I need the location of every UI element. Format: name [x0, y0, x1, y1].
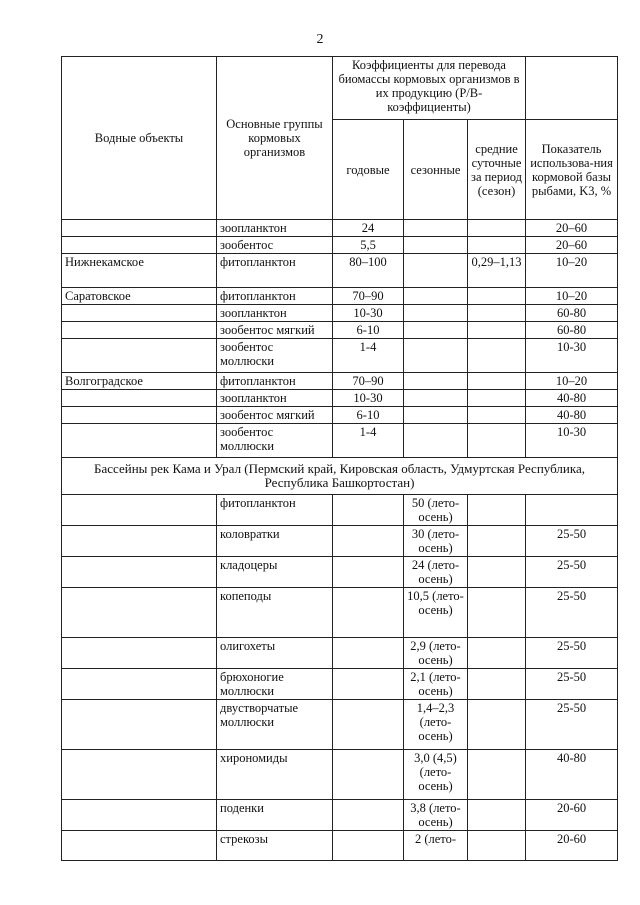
feed-group-cell: зоопланктон: [217, 305, 333, 322]
daily-cell: [468, 588, 526, 638]
water-object-cell: [62, 638, 217, 669]
feed-group-cell: копеподы: [217, 588, 333, 638]
usage-cell: 60-80: [526, 322, 618, 339]
water-object-cell: [62, 339, 217, 373]
daily-cell: [468, 495, 526, 526]
feed-group-cell: зоопланктон: [217, 390, 333, 407]
water-object-cell: [62, 669, 217, 700]
annual-cell: 1-4: [333, 424, 404, 458]
header-usage: Показатель использова-ния кормовой базы рыбами, K3, %: [526, 120, 618, 220]
water-object-cell: [62, 322, 217, 339]
seasonal-cell: [404, 322, 468, 339]
feed-group-cell: кладоцеры: [217, 557, 333, 588]
feed-group-cell: зообентос: [217, 237, 333, 254]
usage-cell: 25-50: [526, 526, 618, 557]
seasonal-cell: 1,4–2,3 (лето-осень): [404, 700, 468, 750]
table-row: [62, 424, 618, 458]
feed-group-cell: хирономиды: [217, 750, 333, 800]
table-row: [62, 800, 618, 831]
header-seasonal: сезонные: [404, 120, 468, 220]
feed-group-cell: брюхоногие моллюски: [217, 669, 333, 700]
daily-cell: [468, 831, 526, 861]
usage-cell: 25-50: [526, 588, 618, 638]
daily-cell: [468, 424, 526, 458]
water-object-cell: [62, 390, 217, 407]
water-object-cell: [62, 305, 217, 322]
water-object-cell: [62, 588, 217, 638]
water-object-cell: [62, 424, 217, 458]
header-daily: средние суточные за период (сезон): [468, 120, 526, 220]
header-row-1: [62, 57, 618, 120]
table-row: [62, 669, 618, 700]
annual-cell: [333, 638, 404, 669]
table-row: [62, 407, 618, 424]
table-row: [62, 831, 618, 861]
seasonal-cell: 10,5 (лето-осень): [404, 588, 468, 638]
feed-group-cell: фитопланктон: [217, 373, 333, 390]
usage-cell: 25-50: [526, 557, 618, 588]
table-row: [62, 288, 618, 305]
annual-cell: 70–90: [333, 373, 404, 390]
seasonal-cell: 3,0 (4,5) (лето-осень): [404, 750, 468, 800]
seasonal-cell: [404, 305, 468, 322]
table-row: [62, 700, 618, 750]
annual-cell: 10-30: [333, 305, 404, 322]
table-row: [62, 237, 618, 254]
daily-cell: [468, 390, 526, 407]
annual-cell: 6-10: [333, 407, 404, 424]
usage-cell: 20-60: [526, 800, 618, 831]
table-row: [62, 390, 618, 407]
usage-cell: 20-60: [526, 831, 618, 861]
header-water-objects: Водные объекты: [62, 57, 217, 220]
page-number: 2: [316, 32, 324, 47]
table-row: [62, 495, 618, 526]
daily-cell: [468, 669, 526, 700]
annual-cell: 5,5: [333, 237, 404, 254]
annual-cell: [333, 800, 404, 831]
feed-group-cell: олигохеты: [217, 638, 333, 669]
annual-cell: 24: [333, 220, 404, 237]
daily-cell: [468, 305, 526, 322]
feed-group-cell: зообентос мягкий: [217, 322, 333, 339]
seasonal-cell: 2,9 (лето-осень): [404, 638, 468, 669]
annual-cell: 70–90: [333, 288, 404, 305]
seasonal-cell: [404, 407, 468, 424]
daily-cell: [468, 526, 526, 557]
section-title: Бассейны рек Кама и Урал (Пермский край, Кировская область, Удмуртская Республика, Республика Башкортостан): [62, 458, 618, 495]
annual-cell: [333, 557, 404, 588]
daily-cell: [468, 373, 526, 390]
annual-cell: 1-4: [333, 339, 404, 373]
usage-cell: 25-50: [526, 700, 618, 750]
usage-cell: 20–60: [526, 220, 618, 237]
annual-cell: 80–100: [333, 254, 404, 288]
annual-cell: [333, 831, 404, 861]
feed-group-cell: фитопланктон: [217, 254, 333, 288]
daily-cell: [468, 220, 526, 237]
seasonal-cell: [404, 424, 468, 458]
table-row: [62, 750, 618, 800]
usage-cell: 10–20: [526, 288, 618, 305]
annual-cell: [333, 669, 404, 700]
section-row: [62, 458, 618, 495]
daily-cell: [468, 557, 526, 588]
water-object-cell: [62, 831, 217, 861]
table-row: [62, 322, 618, 339]
table-row: [62, 557, 618, 588]
annual-cell: [333, 700, 404, 750]
usage-cell: 10–20: [526, 254, 618, 288]
seasonal-cell: 2,1 (лето-осень): [404, 669, 468, 700]
table-row: [62, 220, 618, 237]
water-object-cell: [62, 526, 217, 557]
water-object-cell: [62, 557, 217, 588]
seasonal-cell: [404, 390, 468, 407]
header-annual: годовые: [333, 120, 404, 220]
daily-cell: [468, 288, 526, 305]
usage-cell: [526, 495, 618, 526]
seasonal-cell: [404, 237, 468, 254]
daily-cell: [468, 700, 526, 750]
usage-cell: 10–20: [526, 373, 618, 390]
table-row: [62, 638, 618, 669]
table-row: [62, 526, 618, 557]
upper-rows: [62, 220, 618, 458]
seasonal-cell: 50 (лето-осень): [404, 495, 468, 526]
seasonal-cell: [404, 220, 468, 237]
daily-cell: [468, 339, 526, 373]
water-object-cell: Саратовское: [62, 288, 217, 305]
water-object-cell: [62, 800, 217, 831]
usage-cell: 25-50: [526, 638, 618, 669]
usage-cell: 25-50: [526, 669, 618, 700]
daily-cell: [468, 237, 526, 254]
water-object-cell: [62, 220, 217, 237]
water-object-cell: Нижнекамское: [62, 254, 217, 288]
header-usage-top: [526, 57, 618, 120]
feed-group-cell: стрекозы: [217, 831, 333, 861]
water-object-cell: Волгоградское: [62, 373, 217, 390]
feed-group-cell: зообентос моллюски: [217, 339, 333, 373]
water-object-cell: [62, 750, 217, 800]
seasonal-cell: [404, 254, 468, 288]
usage-cell: 60-80: [526, 305, 618, 322]
seasonal-cell: 3,8 (лето-осень): [404, 800, 468, 831]
feed-group-cell: коловратки: [217, 526, 333, 557]
header-coefficients: Коэффициенты для перевода биомассы кормовых организмов в их продукцию (P/B-коэффициенты): [333, 57, 526, 120]
coefficients-table: [61, 56, 618, 861]
table-row: [62, 305, 618, 322]
daily-cell: [468, 638, 526, 669]
usage-cell: 10-30: [526, 339, 618, 373]
annual-cell: [333, 526, 404, 557]
water-object-cell: [62, 237, 217, 254]
usage-cell: 10-30: [526, 424, 618, 458]
seasonal-cell: [404, 288, 468, 305]
water-object-cell: [62, 700, 217, 750]
seasonal-cell: 2 (лето-: [404, 831, 468, 861]
feed-group-cell: фитопланктон: [217, 288, 333, 305]
water-object-cell: [62, 407, 217, 424]
table-row: [62, 339, 618, 373]
annual-cell: [333, 495, 404, 526]
feed-group-cell: зообентос мягкий: [217, 407, 333, 424]
feed-group-cell: двустворчатые моллюски: [217, 700, 333, 750]
seasonal-cell: 30 (лето-осень): [404, 526, 468, 557]
usage-cell: 40-80: [526, 407, 618, 424]
table-row: [62, 254, 618, 288]
daily-cell: [468, 407, 526, 424]
daily-cell: 0,29–1,13: [468, 254, 526, 288]
feed-group-cell: зоопланктон: [217, 220, 333, 237]
seasonal-cell: 24 (лето-осень): [404, 557, 468, 588]
usage-cell: 20–60: [526, 237, 618, 254]
table-row: [62, 588, 618, 638]
usage-cell: 40-80: [526, 750, 618, 800]
seasonal-cell: [404, 339, 468, 373]
annual-cell: 6-10: [333, 322, 404, 339]
lower-rows: [62, 495, 618, 861]
annual-cell: [333, 750, 404, 800]
daily-cell: [468, 322, 526, 339]
annual-cell: 10-30: [333, 390, 404, 407]
usage-cell: 40-80: [526, 390, 618, 407]
annual-cell: [333, 588, 404, 638]
water-object-cell: [62, 495, 217, 526]
table-row: [62, 373, 618, 390]
daily-cell: [468, 800, 526, 831]
header-feed-groups: Основные группы кормовых организмов: [217, 57, 333, 220]
seasonal-cell: [404, 373, 468, 390]
daily-cell: [468, 750, 526, 800]
feed-group-cell: зообентос моллюски: [217, 424, 333, 458]
feed-group-cell: фитопланктон: [217, 495, 333, 526]
feed-group-cell: поденки: [217, 800, 333, 831]
